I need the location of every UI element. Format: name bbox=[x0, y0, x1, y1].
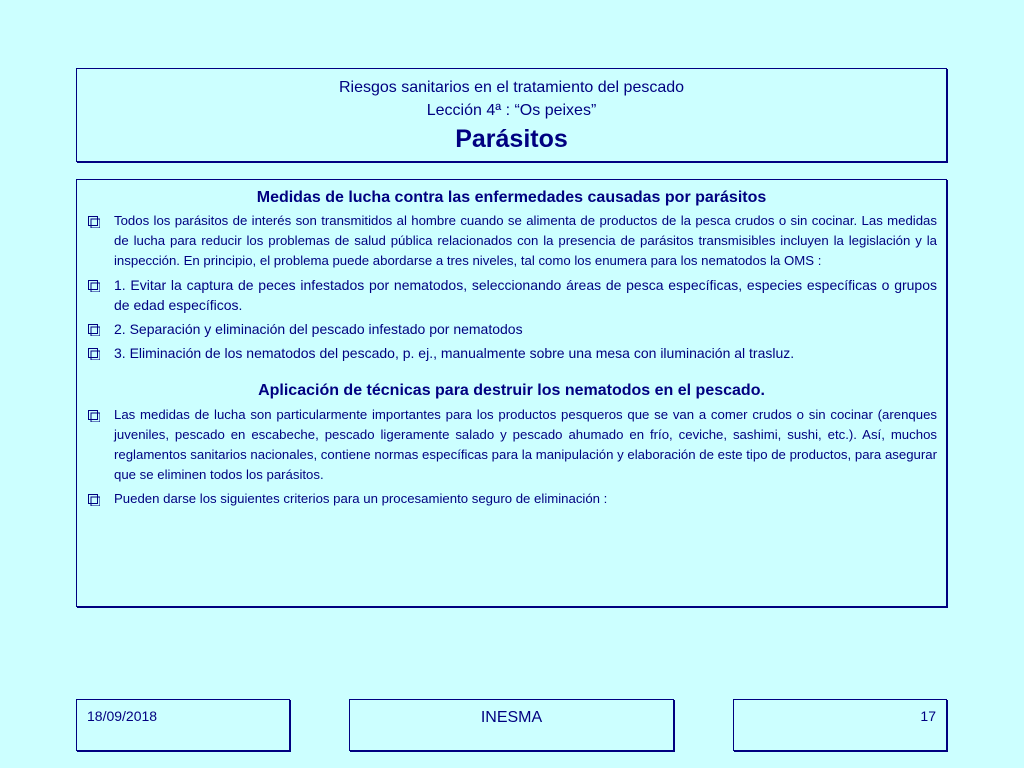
bullet-list-techniques bbox=[86, 405, 937, 509]
footer-page-number: 17 bbox=[733, 699, 947, 751]
checkbox-bullet-icon bbox=[86, 489, 114, 509]
list-item bbox=[86, 319, 937, 339]
list-item-text: Pueden darse los siguientes criterios para un procesamiento seguro de eliminación : bbox=[114, 491, 608, 506]
section-title-measures: Medidas de lucha contra las enfermedades causadas por parásitos bbox=[256, 189, 767, 206]
footer-organization: INESMA bbox=[349, 699, 674, 751]
list-item-text: 1. Evitar la captura de peces infestados por nematodos, seleccionando áreas de pesca específicas, especies específicas o grupos de edad específicos. bbox=[114, 277, 937, 313]
slide-title: Parásitos bbox=[455, 125, 568, 153]
footer-date: 18/09/2018 bbox=[76, 699, 290, 751]
checkbox-bullet-icon bbox=[86, 343, 114, 363]
list-item bbox=[86, 275, 937, 315]
bullet-list-measures bbox=[86, 211, 937, 363]
lesson-title: Lección 4ª : “Os peixes” bbox=[426, 102, 597, 119]
list-item-text: Las medidas de lucha son particularmente importantes para los productos pesqueros que se van a comer crudos o sin cocinar (arenques juveniles, pescado en escabeche, pescado ligeramente salado y pescado ahumado en frío, ceviche, sashimi, sushi, etc.). Así, muchos reglamentos sanitarios nacionales, contiene normas específicas para la manipulación y elaboración de este tipo de productos, para asegurar que se eliminen todos los parásitos. bbox=[114, 407, 937, 482]
slide-header bbox=[76, 68, 947, 162]
section-title-techniques: Aplicación de técnicas para destruir los nematodos en el pescado. bbox=[258, 382, 765, 399]
checkbox-bullet-icon bbox=[86, 275, 114, 315]
list-item-text: 2. Separación y eliminación del pescado infestado por nematodos bbox=[114, 321, 523, 337]
checkbox-bullet-icon bbox=[86, 405, 114, 485]
list-item bbox=[86, 405, 937, 485]
list-item bbox=[86, 343, 937, 363]
course-title: Riesgos sanitarios en el tratamiento del pescado bbox=[338, 79, 685, 96]
list-item bbox=[86, 489, 937, 509]
list-item-text: 3. Eliminación de los nematodos del pescado, p. ej., manualmente sobre una mesa con iluminación al trasluz. bbox=[114, 345, 795, 361]
checkbox-bullet-icon bbox=[86, 319, 114, 339]
slide-content bbox=[76, 179, 947, 607]
list-item bbox=[86, 211, 937, 271]
checkbox-bullet-icon bbox=[86, 211, 114, 271]
list-item-text: Todos los parásitos de interés son transmitidos al hombre cuando se alimenta de productos de la pesca crudos o sin cocinar. Las medidas de lucha para reducir los problemas de salud pública relacionados con la presencia de parásitos transmisibles incluyen la legislación y la inspección. En principio, el problema puede abordarse a tres niveles, tal como los enumera para los nematodos la OMS : bbox=[114, 213, 937, 268]
